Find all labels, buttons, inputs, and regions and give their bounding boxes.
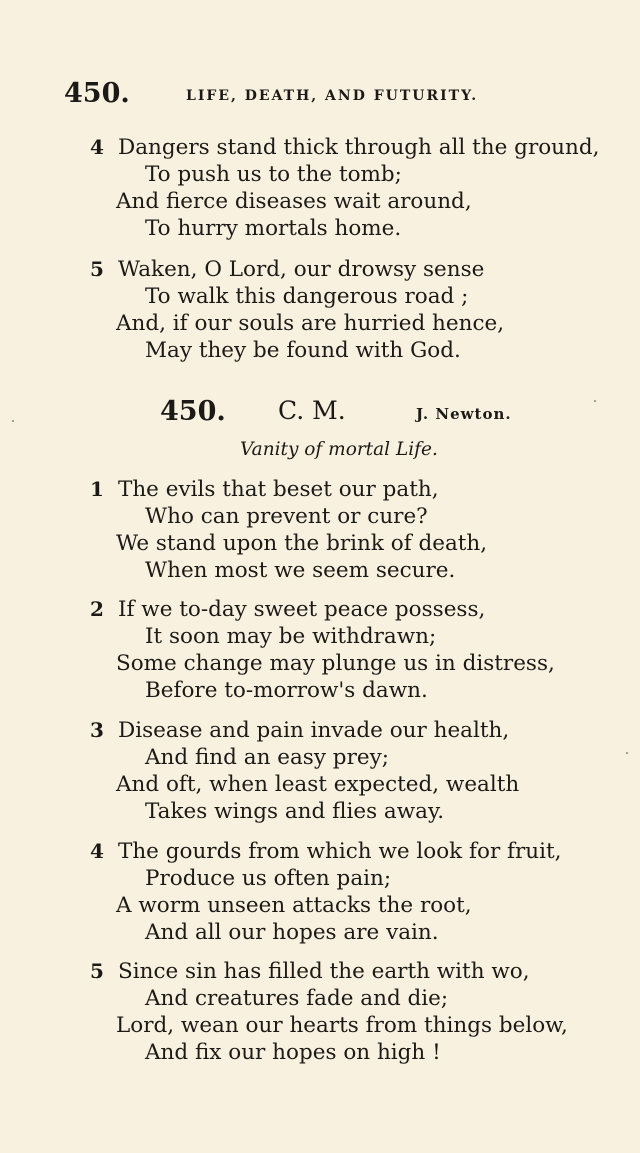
stanza-line <box>90 744 610 771</box>
running-title: LIFE, DEATH, AND FUTURITY. <box>186 88 479 104</box>
verse-line: Before to-morrow's dawn. <box>145 678 428 703</box>
stanza-line <box>90 1012 610 1039</box>
stanza-line <box>90 650 610 677</box>
stanza-prev-5 <box>90 256 610 364</box>
hymn-heading <box>160 396 540 432</box>
verse-line: And, if our souls are hurried hence, <box>116 311 505 336</box>
paper-speck <box>594 400 596 402</box>
verse-line: And oft, when least expected, wealth <box>116 772 520 797</box>
verse-line: The evils that beset our path, <box>118 477 439 502</box>
verse-line: To hurry mortals home. <box>145 216 402 241</box>
verse-line: Produce us often pain; <box>145 866 392 891</box>
stanza-line <box>90 188 610 215</box>
stanza-line <box>90 985 610 1012</box>
stanza-line <box>90 310 610 337</box>
stanza-line <box>90 134 610 161</box>
stanza-line <box>90 215 610 242</box>
stanza-line <box>90 677 610 704</box>
running-head <box>64 78 504 112</box>
verse-line: Takes wings and flies away. <box>145 799 445 824</box>
stanza-line <box>90 503 610 530</box>
stanza-line <box>90 337 610 364</box>
paper-speck <box>626 752 628 754</box>
hymn-number: 450. <box>160 396 226 427</box>
stanza-line <box>90 892 610 919</box>
verse-line: Waken, O Lord, our drowsy sense <box>118 257 485 282</box>
stanza-number: 5 <box>90 959 104 983</box>
stanza-line <box>90 798 610 825</box>
stanza-line <box>90 865 610 892</box>
stanza-line <box>90 530 610 557</box>
stanza-line <box>90 161 610 188</box>
verse-line: Disease and pain invade our health, <box>118 718 510 743</box>
stanza-line <box>90 256 610 283</box>
stanza-line <box>90 1039 610 1066</box>
verse-line: And all our hopes are vain. <box>145 920 439 945</box>
stanza-5 <box>90 958 610 1066</box>
verse-line: Lord, wean our hearts from things below, <box>116 1013 568 1038</box>
verse-line: May they be found with God. <box>145 338 461 363</box>
hymn-author: J. Newton. <box>416 405 512 423</box>
verse-line: And find an easy prey; <box>145 745 389 770</box>
verse-line: Who can prevent or cure? <box>145 504 428 529</box>
stanza-number: 3 <box>90 718 104 742</box>
stanza-2 <box>90 596 610 704</box>
stanza-number: 1 <box>90 477 104 501</box>
stanza-line <box>90 919 610 946</box>
verse-line: And fix our hopes on high ! <box>145 1040 441 1065</box>
verse-line: When most we seem secure. <box>145 558 456 583</box>
stanza-line <box>90 596 610 623</box>
verse-line: If we to-day sweet peace possess, <box>118 597 486 622</box>
stanza-1 <box>90 476 610 584</box>
paper-speck <box>12 420 14 422</box>
stanza-line <box>90 623 610 650</box>
verse-line: To walk this dangerous road ; <box>145 284 469 309</box>
stanza-line <box>90 838 610 865</box>
stanza-4 <box>90 838 610 946</box>
hymn-meter: C. M. <box>278 396 346 425</box>
verse-line: And fierce diseases wait around, <box>116 189 472 214</box>
verse-line: And creatures fade and die; <box>145 986 449 1011</box>
stanza-line <box>90 771 610 798</box>
stanza-number: 4 <box>90 839 104 863</box>
stanza-line <box>90 557 610 584</box>
stanza-number: 2 <box>90 597 104 621</box>
verse-line: We stand upon the brink of death, <box>116 531 488 556</box>
verse-line: The gourds from which we look for fruit, <box>118 839 562 864</box>
hymn-title: Vanity of mortal Life. <box>240 439 438 460</box>
stanza-number: 4 <box>90 135 104 159</box>
stanza-line <box>90 476 610 503</box>
verse-line: Dangers stand thick through all the ground, <box>118 135 600 160</box>
stanza-line <box>90 717 610 744</box>
verse-line: Some change may plunge us in distress, <box>116 651 555 676</box>
verse-line: It soon may be withdrawn; <box>145 624 437 649</box>
verse-line: To push us to the tomb; <box>145 162 402 187</box>
verse-line: A worm unseen attacks the root, <box>116 893 472 918</box>
stanza-prev-4 <box>90 134 610 242</box>
stanza-3 <box>90 717 610 825</box>
stanza-line <box>90 283 610 310</box>
stanza-number: 5 <box>90 257 104 281</box>
stanza-line <box>90 958 610 985</box>
page-number: 450. <box>64 78 130 109</box>
verse-line: Since sin has filled the earth with wo, <box>118 959 530 984</box>
